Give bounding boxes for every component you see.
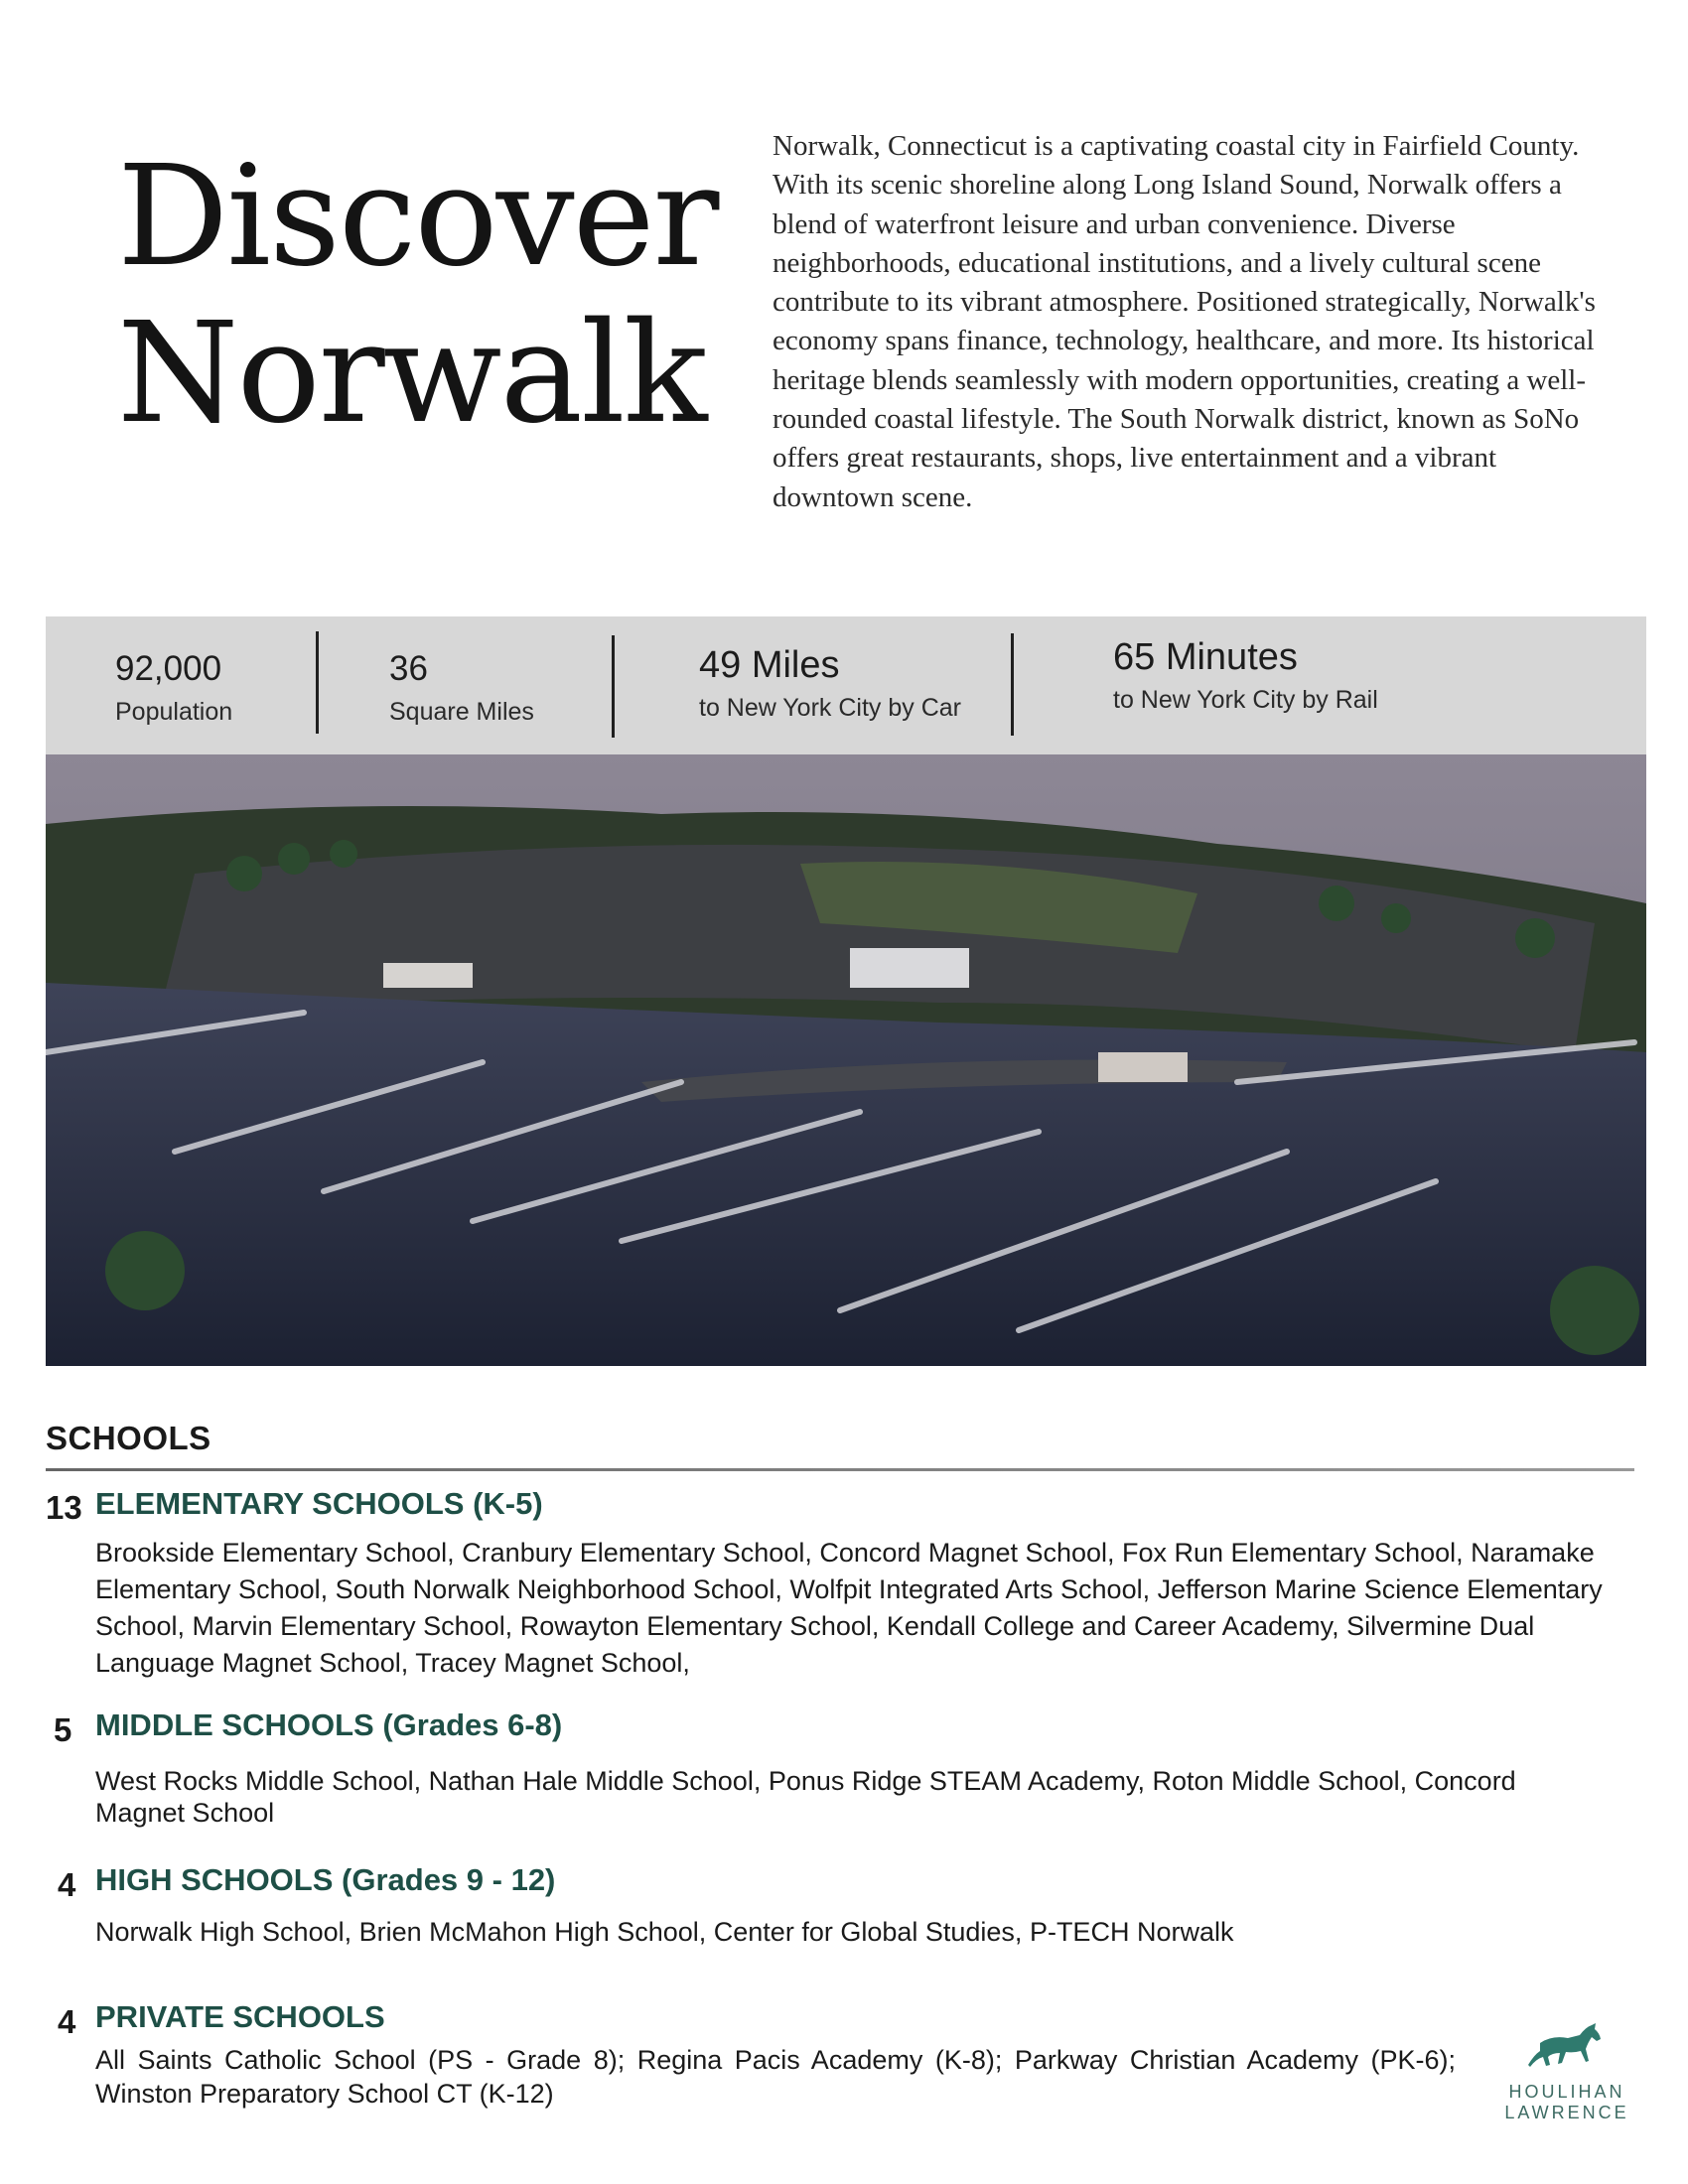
middle-count: 5 <box>54 1711 72 1748</box>
stat-label: Population <box>115 698 233 726</box>
private-heading: PRIVATE SCHOOLS <box>95 1999 385 2034</box>
elementary-heading: ELEMENTARY SCHOOLS (K-5) <box>95 1486 543 1521</box>
horse-logo-icon <box>1522 2021 1612 2073</box>
high-list: Norwalk High School, Brien McMahon High School, Center for Global Studies, P-TECH Norwalk <box>95 1917 1234 1947</box>
brand-name: HOULIHAN LAWRENCE <box>1504 2082 1629 2122</box>
stat-area <box>389 649 534 727</box>
stats-band <box>46 616 1646 754</box>
stat-value: 65 Minutes <box>1113 636 1298 678</box>
stat-value: 49 Miles <box>699 644 840 686</box>
stat-population <box>115 649 232 727</box>
middle-heading: MIDDLE SCHOOLS (Grades 6-8) <box>95 1707 563 1742</box>
brand-logo <box>1458 2021 1676 2123</box>
stat-value: 36 <box>389 649 428 688</box>
stat-value: 92,000 <box>115 649 222 688</box>
middle-list: West Rocks Middle School, Nathan Hale Middle School, Ponus Ridge STEAM Academy, Roton Middle School, Concord Magnet School <box>95 1766 1516 1828</box>
stat-label: to New York City by Car <box>699 694 961 722</box>
title-line-2: Norwalk <box>117 293 706 455</box>
private-count: 4 <box>58 2003 76 2040</box>
elementary-count: 13 <box>46 1489 82 1526</box>
stat-divider <box>1011 633 1014 736</box>
stat-car-distance <box>699 645 961 723</box>
stat-divider <box>316 631 319 734</box>
schools-heading: SCHOOLS <box>46 1420 211 1456</box>
stat-divider <box>612 635 615 738</box>
section-divider <box>46 1468 1634 1471</box>
high-heading: HIGH SCHOOLS (Grades 9 - 12) <box>95 1862 556 1897</box>
page-title <box>117 136 718 455</box>
stat-label: to New York City by Rail <box>1113 686 1378 714</box>
marina-aerial-photo <box>46 754 1646 1366</box>
elementary-list: Brookside Elementary School, Cranbury Elementary School, Concord Magnet School, Fox Run Elementary School, Naramake Elementary School, South Norwalk Neighborhood School, Wolfpit Integrated Arts School, Jefferson Marine Science Elementary School, Marvin Elementary School, Rowayton Elementary School, Kendall College and Career Academy, Silvermine Dual Language Magnet School, Tracey Magnet School, <box>95 1538 1603 1678</box>
intro-paragraph: Norwalk, Connecticut is a captivating coastal city in Fairfield County. With its scenic shoreline along Long Island Sound, Norwalk offers a blend of waterfront leisure and urban convenience. Diverse neighborhoods, educational institutions, and a lively cultural scene contribute to its vibrant atmosphere. Positioned strategically, Norwalk's economy spans finance, technology, healthcare, and more. Its historical heritage blends seamlessly with modern opportunities, creating a well-rounded coastal lifestyle. The South Norwalk district, known as SoNo offers great restaurants, shops, live entertainment and a vibrant downtown scene. <box>773 130 1596 513</box>
title-line-1: Discover <box>117 136 718 298</box>
high-count: 4 <box>58 1866 76 1903</box>
private-list: All Saints Catholic School (PS - Grade 8); Regina Pacis Academy (K-8); Parkway Christian Academy (PK-6); Winston Preparatory School CT (K-12) <box>95 2045 1456 2109</box>
stat-label: Square Miles <box>389 698 534 726</box>
stat-rail-time <box>1113 637 1378 715</box>
